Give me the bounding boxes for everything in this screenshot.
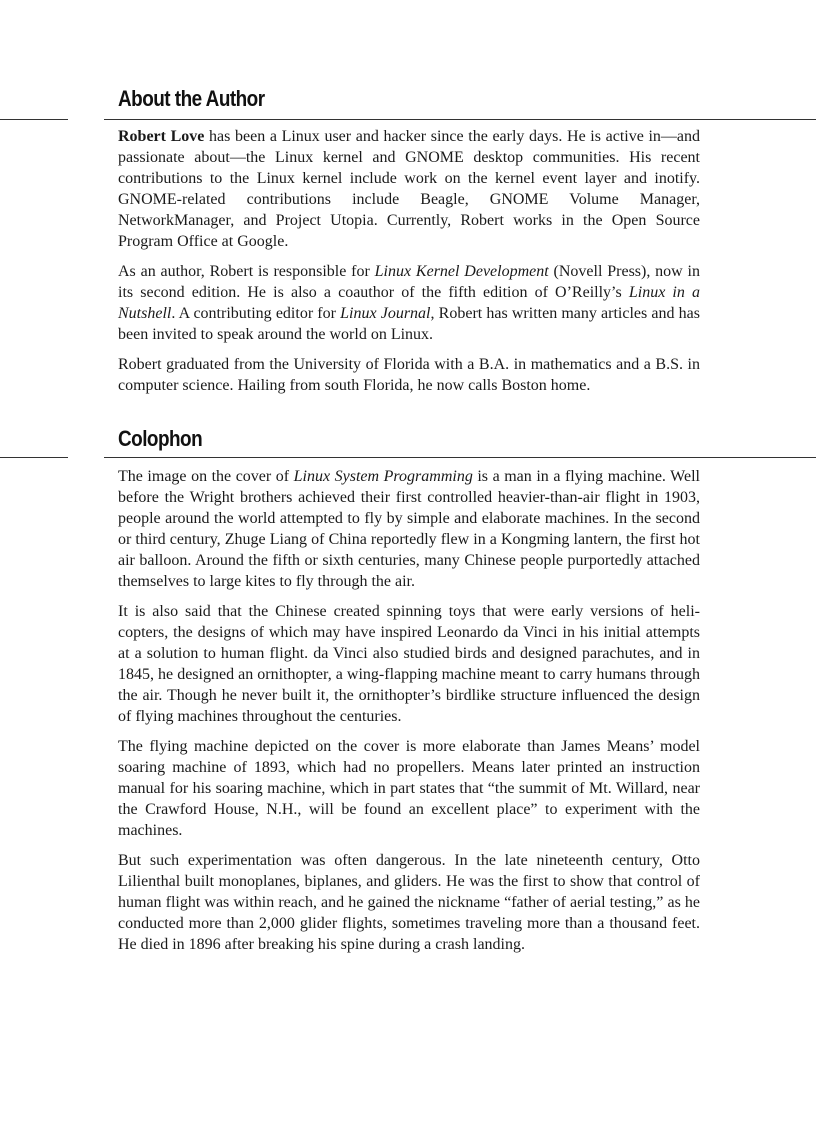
about-heading: About the Author [118, 86, 265, 111]
magazine-title: Linux Journal [340, 305, 431, 322]
section-rule-left [0, 457, 68, 458]
colophon-paragraph-2: It is also said that the Chinese created spinning toys that were early versions of helicopters, the designs of which may have inspired Leonardo da Vinci in his initial attempts at a solution to human flight. da Vinci also studied birds and designed parachutes, and in 1845, he designed an ornithopter, a wing-flapping machine meant to carry humans through the air. Though he never built it, the ornithopter’s birdlike structure influenced the design of flying machines throughout the centuries. [118, 603, 700, 725]
colophon-paragraph-4: But such experimentation was often dangerous. In the late nineteenth century, Otto Lilienthal built monoplanes, biplanes, and gliders. He was the first to show that control of human flight was within reach, and he gained the nickname “father of aerial testing,” as he conducted more than 2,000 glider flights, sometimes traveling more than a thousand feet. He died in 1896 after breaking his spine during a crash landing. [118, 852, 700, 953]
about-body [118, 126, 700, 405]
colophon-body [118, 466, 700, 964]
colophon-heading: Colophon [118, 426, 203, 451]
author-name: Robert Love [118, 128, 205, 145]
book-title: Linux Kernel Development [374, 263, 549, 280]
about-paragraph-3: Robert graduated from the University of Florida with a B.A. in mathematics and a B.S. in computer science. Hailing from south Florida, he now calls Boston home. [118, 356, 700, 394]
colophon-paragraph-1: The image on the cover of Linux System Programming is a man in a flying machine. Well before the Wright brothers achieved their first controlled heavier-than-air flight in 1903, people around the world attempted to fly by simple and elaborate machines. In the second or third century, Zhuge Liang of China reportedly flew in a Kongming lantern, the first hot air balloon. Around the fifth or sixth centuries, many Chinese people purportedly attached themselves to large kites to fly through the air. [118, 468, 700, 590]
book-title: Linux in a Nutshell [118, 284, 701, 322]
about-paragraph-1: Robert Love has been a Linux user and hacker since the early days. He is active in—and passionate about—the Linux kernel and GNOME desktop communities. His recent contributions to the Linux kernel include work on the kernel event layer and inotify. GNOME-related contributions include Beagle, GNOME Volume Manager, NetworkManager, and Project Utopia. Currently, Robert works in the Open Source Program Office at Google. [118, 128, 700, 250]
colophon-paragraph-3: The flying machine depicted on the cover is more elaborate than James Means’ model soaring machine of 1893, which had no propellers. Means later printed an instruction manual for his soaring machine, which in part states that “the summit of Mt. Willard, near the Crawford House, N.H., will be found an excellent place” to experiment with the machines. [118, 738, 700, 839]
book-title: Linux System Programming [293, 468, 473, 485]
section-rule [104, 119, 816, 120]
section-rule-left [0, 119, 68, 120]
about-paragraph-2: As an author, Robert is responsible for Linux Kernel Development (Novell Press), now in its second edition. He is also a coauthor of the fifth edition of O’Reilly’s Linux in a Nutshell. A contributing editor for Linux Journal, Robert has written many articles and has been invited to speak around the world on Linux. [118, 263, 701, 343]
section-rule [104, 457, 816, 458]
